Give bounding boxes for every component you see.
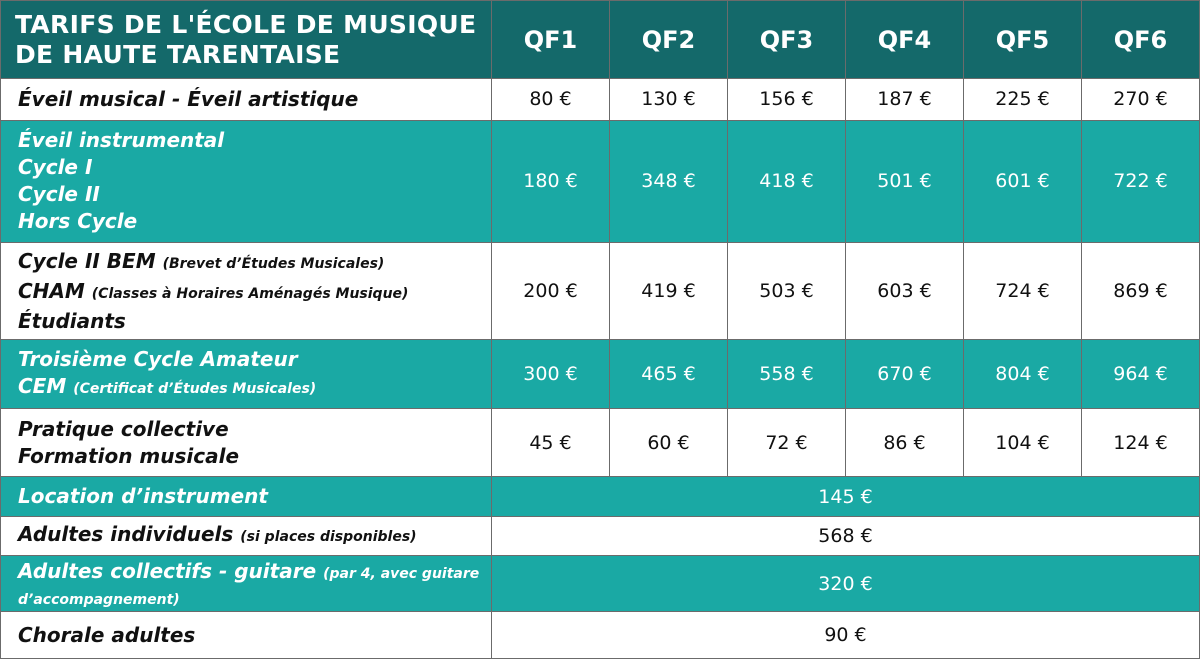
- row-label-main: Pratique collective: [18, 416, 229, 441]
- row-label: [1, 120, 492, 242]
- table-row: [1, 516, 1200, 555]
- row-label: [1, 408, 492, 476]
- row-label-line: [18, 154, 491, 181]
- price-cell-qf4: 670 €: [846, 340, 964, 408]
- column-header-qf1: QF1: [492, 1, 610, 79]
- price-cell-qf4: 603 €: [846, 242, 964, 340]
- price-cell-qf3: 156 €: [728, 79, 846, 121]
- row-label-line: [18, 622, 491, 649]
- price-cell-qf3: 503 €: [728, 242, 846, 340]
- row-label-line: [18, 373, 491, 403]
- row-label-line: [18, 483, 491, 510]
- row-label-line: [18, 443, 491, 470]
- price-cell-qf1: 45 €: [492, 408, 610, 476]
- price-cell-qf1: 80 €: [492, 79, 610, 121]
- price-cell-qf1: 200 €: [492, 242, 610, 340]
- price-cell-qf2: 130 €: [610, 79, 728, 121]
- row-label-note: (Brevet d’Études Musicales): [162, 255, 385, 272]
- price-cell-qf5: 225 €: [964, 79, 1082, 121]
- column-header-qf6: QF6: [1082, 1, 1200, 79]
- row-label-main: CHAM: [18, 278, 85, 303]
- row-label-line: [18, 588, 491, 609]
- table-row: [1, 79, 1200, 121]
- row-label-line: [18, 127, 491, 154]
- title-line-1: TARIFS DE L'ÉCOLE DE MUSIQUE: [15, 9, 477, 39]
- price-cell-qf3: 72 €: [728, 408, 846, 476]
- row-label-note: (Classes à Horaires Aménagés Musique): [91, 285, 409, 302]
- row-label: [1, 556, 492, 612]
- table-row: [1, 120, 1200, 242]
- price-cell-qf5: 601 €: [964, 120, 1082, 242]
- column-header-qf4: QF4: [846, 1, 964, 79]
- column-header-qf5: QF5: [964, 1, 1082, 79]
- price-cell-qf6: 722 €: [1082, 120, 1200, 242]
- table-row: [1, 242, 1200, 340]
- row-label: [1, 612, 492, 659]
- price-cell-qf5: 724 €: [964, 242, 1082, 340]
- price-cell-qf5: 104 €: [964, 408, 1082, 476]
- price-cell-qf6: 270 €: [1082, 79, 1200, 121]
- row-label-line: [18, 558, 491, 588]
- price-cell-qf3: 558 €: [728, 340, 846, 408]
- header-row: [1, 1, 1200, 79]
- row-label: [1, 79, 492, 121]
- price-cell-qf1: 180 €: [492, 120, 610, 242]
- price-cell-qf2: 419 €: [610, 242, 728, 340]
- row-label-line: [18, 346, 491, 373]
- row-label-main: Troisième Cycle Amateur: [18, 346, 298, 371]
- row-label-main: Location d’instrument: [18, 484, 268, 509]
- row-label-line: [18, 248, 491, 278]
- row-label-line: [18, 521, 491, 551]
- row-label-line: [18, 278, 491, 308]
- row-label-main: CEM: [18, 373, 67, 398]
- table-row: [1, 340, 1200, 408]
- row-label-line: [18, 416, 491, 443]
- row-label-note: (Certificat d’Études Musicales): [73, 380, 317, 397]
- price-cell-qf5: 804 €: [964, 340, 1082, 408]
- row-label: [1, 516, 492, 555]
- row-label-note: (si places disponibles): [240, 529, 417, 546]
- row-label-main: Formation musicale: [18, 443, 240, 468]
- price-cell-qf4: 501 €: [846, 120, 964, 242]
- column-header-qf3: QF3: [728, 1, 846, 79]
- row-label-note: d’accompagnement): [18, 592, 180, 609]
- price-cell-qf4: 86 €: [846, 408, 964, 476]
- price-cell-qf6: 964 €: [1082, 340, 1200, 408]
- row-label-line: [18, 86, 491, 113]
- title-line-2: DE HAUTE TARENTAISE: [15, 39, 341, 69]
- row-label: [1, 477, 492, 516]
- column-header-qf2: QF2: [610, 1, 728, 79]
- row-label-main: Adultes individuels: [18, 522, 234, 547]
- table-row: [1, 477, 1200, 516]
- row-label-main: Éveil instrumental: [18, 128, 225, 153]
- row-label: [1, 242, 492, 340]
- row-label-line: [18, 208, 491, 235]
- row-label-line: [18, 181, 491, 208]
- row-label-line: [18, 308, 491, 335]
- row-label-note: (par 4, avec guitare: [323, 566, 480, 583]
- row-label-main: Cycle II: [18, 182, 100, 207]
- row-label-main: Cycle II BEM: [18, 248, 156, 273]
- price-cell-qf2: 465 €: [610, 340, 728, 408]
- price-cell-flat: 90 €: [492, 612, 1200, 659]
- row-label-main: Éveil musical - Éveil artistique: [18, 86, 359, 111]
- price-cell-flat: 320 €: [492, 556, 1200, 612]
- price-cell-flat: 568 €: [492, 516, 1200, 555]
- price-cell-qf6: 124 €: [1082, 408, 1200, 476]
- price-cell-qf2: 348 €: [610, 120, 728, 242]
- price-cell-qf4: 187 €: [846, 79, 964, 121]
- row-label-main: Adultes collectifs - guitare: [18, 559, 317, 584]
- price-cell-qf2: 60 €: [610, 408, 728, 476]
- price-cell-qf1: 300 €: [492, 340, 610, 408]
- row-label-main: Étudiants: [18, 308, 126, 333]
- price-cell-flat: 145 €: [492, 477, 1200, 516]
- table-row: [1, 556, 1200, 612]
- table-row: [1, 408, 1200, 476]
- price-cell-qf6: 869 €: [1082, 242, 1200, 340]
- table-title: [1, 1, 492, 79]
- row-label-main: Chorale adultes: [18, 622, 196, 647]
- table-row: [1, 612, 1200, 659]
- row-label-main: Hors Cycle: [18, 209, 138, 234]
- row-label-main: Cycle I: [18, 155, 93, 180]
- price-cell-qf3: 418 €: [728, 120, 846, 242]
- row-label: [1, 340, 492, 408]
